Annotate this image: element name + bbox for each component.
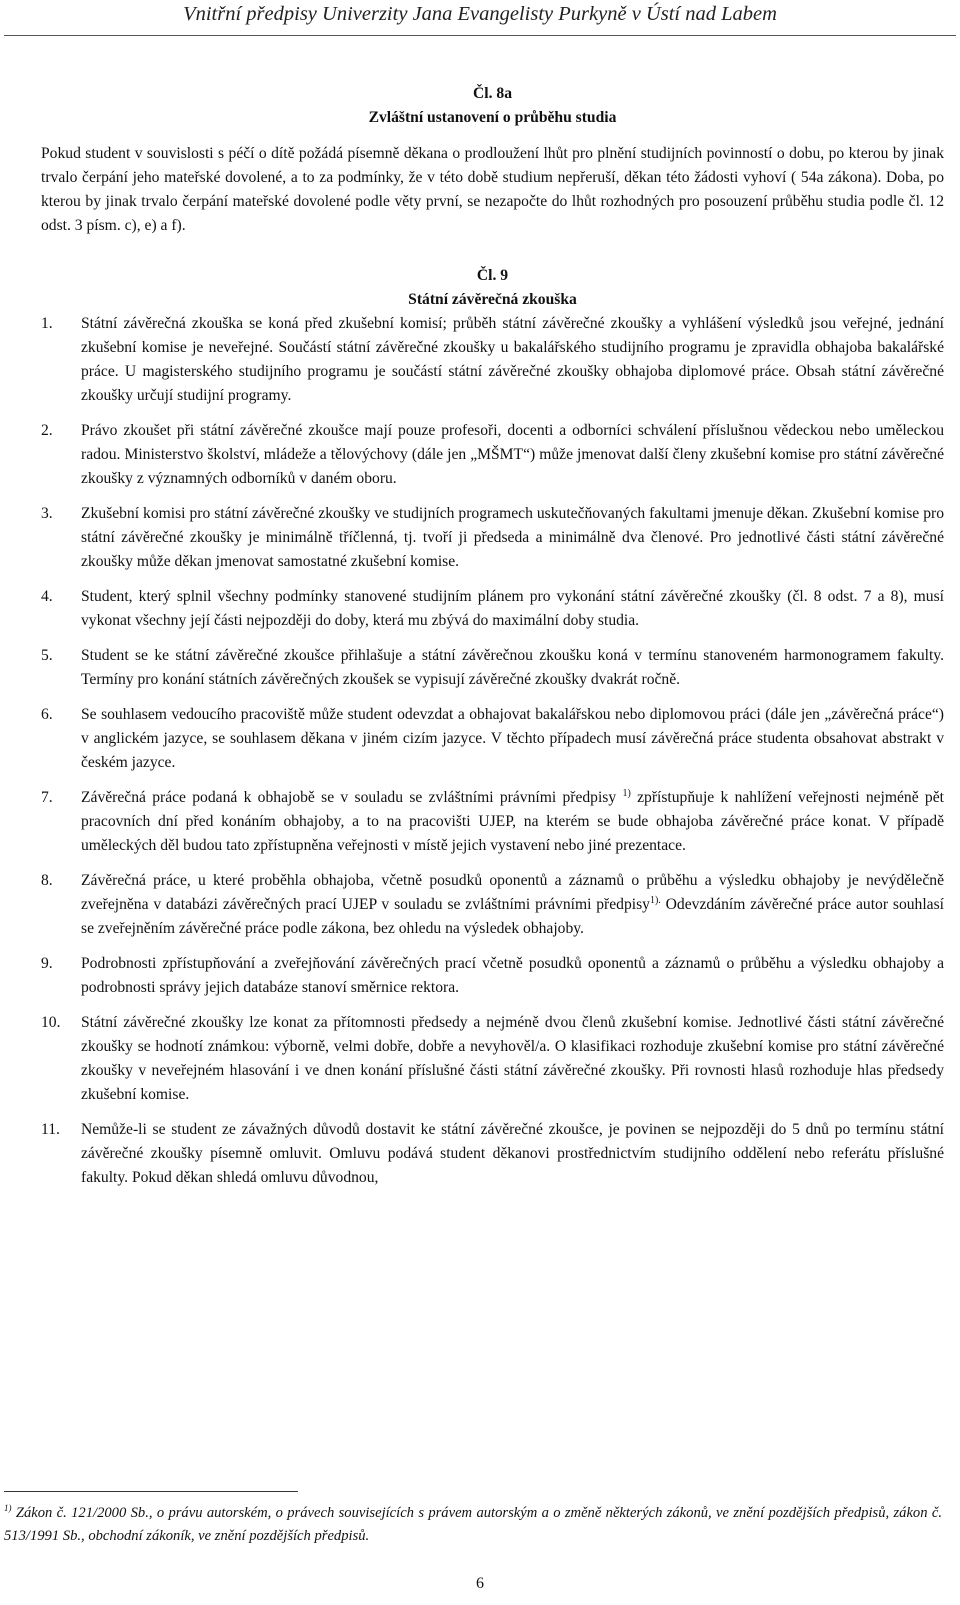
page-content <box>41 82 944 1190</box>
list-item-number: 4. <box>41 588 53 605</box>
footnote-marker: 1) <box>4 1503 12 1514</box>
list-item <box>41 786 944 858</box>
list-item-number: 7. <box>41 789 53 806</box>
list-item-number: 5. <box>41 647 53 664</box>
list-item <box>41 869 944 941</box>
list-item <box>41 419 944 491</box>
list-item <box>41 703 944 775</box>
list-item-text <box>81 872 944 937</box>
article-9-title: Státní závěrečná zkouška <box>408 291 577 308</box>
list-item-text: Student, který splnil všechny podmínky stanovené studijním plánem pro vykonání státní závěrečné zkoušky (čl. 8 odst. 7 a 8), musí vykonat všechny její části nejpozději do doby, která mu zbývá do maximální doby studia. <box>81 588 944 629</box>
list-item <box>41 1011 944 1107</box>
list-item-text: Státní závěrečná zkouška se koná před zkušební komisí; průběh státní závěrečné zkoušky a vyhlášení výsledků jsou veřejné, jednání zkušební komise je neveřejné. Součástí státní závěrečné zkoušky u bakalářského studijního programu je zpravidla obhajoba bakalářské práce. U magisterského studijního programu je součástí státní závěrečné zkoušky obhajoba diplomové práce. Obsah státní závěrečné zkoušky určují studijní programy. <box>81 315 944 404</box>
list-item-text: Nemůže-li se student ze závažných důvodů dostavit ke státní závěrečné zkoušce, je povinen se nejpozději do 5 dnů po termínu státní závěrečné zkoušky písemně omluvit. Omluvu podává student děkanovi prostřednictvím studijního oddělení nebo referátu příslušné fakulty. Pokud děkan shledá omluvu důvodnou, <box>81 1121 944 1186</box>
list-item <box>41 312 944 408</box>
footnote-reference: 1). <box>649 894 661 906</box>
footnote-rule <box>4 1491 298 1492</box>
list-item <box>41 952 944 1000</box>
list-item-text: Se souhlasem vedoucího pracoviště může student odevzdat a obhajovat bakalářskou nebo diplomovou práci (dále jen „závěrečná práce“) v anglickém jazyce, se souhlasem děkana v jiném cizím jazyce. V těchto případech musí závěrečná práce studenta obsahovat abstrakt v českém jazyce. <box>81 706 944 771</box>
list-item <box>41 585 944 633</box>
list-item <box>41 1118 944 1190</box>
list-item-text: Podrobnosti zpřístupňování a zveřejňování závěrečných prací včetně posudků oponentů a záznamů o průběhu a výsledku obhajoby a podrobnosti správy jejich databáze stanoví směrnice rektora. <box>81 955 944 996</box>
list-item-number: 9. <box>41 955 53 972</box>
document-header: Vnitřní předpisy Univerzity Jana Evangelisty Purkyně v Ústí nad Labem <box>183 3 777 25</box>
list-item-text <box>81 789 944 854</box>
header-rule <box>4 35 956 36</box>
list-item-text: Student se ke státní závěrečné zkoušce přihlašuje a státní závěrečnou zkoušku koná v termínu stanoveném harmonogramem fakulty. Termíny pro konání státních závěrečných zkoušek se vypisují závěrečné zkoušky dvakrát ročně. <box>81 647 944 688</box>
list-item <box>41 644 944 692</box>
article-8a-title: Zvláštní ustanovení o průběhu studia <box>368 109 617 126</box>
page-number: 6 <box>476 1575 484 1592</box>
article-8a-number: Čl. 8a <box>473 85 512 102</box>
article-8a-paragraph: Pokud student v souvislosti s péčí o dítě požádá písemně děkana o prodloužení lhůt pro plnění studijních povinností o dobu, po kterou by jinak trvalo čerpání jeho mateřské dovolené, a to za podmínky, že v této době studium nepřeruší, děkan této žádosti vyhoví ( 54a zákona). Doba, po kterou by jinak trvalo čerpání mateřské dovolené podle věty první, se nezapočte do lhůt rozhodných pro posouzení průběhu studia podle čl. 12 odst. 3 písm. c), e) a f). <box>41 145 944 234</box>
list-item-number: 2. <box>41 422 53 439</box>
list-item-number: 1. <box>41 315 53 332</box>
footnote-text: Zákon č. 121/2000 Sb., o právu autorském, o právech souvisejících s právem autorským a o změně některých zákonů, ve znění pozdějších předpisů, zákon č. 513/1991 Sb., obchodní zákoník, ve znění pozdějších předpisů. <box>4 1505 942 1544</box>
list-item-text: Zkušební komisi pro státní závěrečné zkoušky ve studijních programech uskutečňovaných fakultami jmenuje děkan. Zkušební komise pro státní závěrečné zkoušky je minimálně tříčlenná, tj. tvoří ji předseda a minimálně dva členové. Pro jednotlivé části státní závěrečné zkoušky může děkan jmenovat samostatné zkušební komise. <box>81 505 944 570</box>
list-item-number: 6. <box>41 706 53 723</box>
list-item-text-part: Závěrečná práce podaná k obhajobě se v souladu se zvláštními právními předpisy <box>81 789 623 806</box>
list-item-number: 8. <box>41 872 53 889</box>
list-item-number: 10. <box>41 1014 61 1031</box>
list-item-number: 11. <box>41 1121 60 1138</box>
list-item-text-part: Závěrečná práce, u které proběhla obhajoba, včetně posudků oponentů a záznamů o průběhu a výsledku obhajoby je nevýdělečně zveřejněna v databázi závěrečných prací UJEP v souladu se zvláštními právními předpisy <box>81 872 944 913</box>
article-9-number: Čl. 9 <box>476 267 509 284</box>
list-item-text-part: zpřístupňuje k nahlížení veřejnosti nejméně pět pracovních dní před konáním obhajoby, a to na pracovišti UJEP, na kterém se bude obhajoba závěrečné práce konat. V případě uměleckých děl budou tato zpřístupněna veřejnosti v místě jejich vystavení nebo jiné prezentace. <box>81 789 944 854</box>
list-item <box>41 502 944 574</box>
article-9-list <box>41 312 944 1190</box>
footnote-reference: 1) <box>622 787 631 799</box>
list-item-text-part: Odevzdáním závěrečné práce autor souhlasí se zveřejněním závěrečné práce podle zákona, bez ohledu na výsledek obhajoby. <box>81 896 944 937</box>
list-item-text: Právo zkoušet při státní závěrečné zkoušce mají pouze profesoři, docenti a odborníci schválení příslušnou vědeckou nebo uměleckou radou. Ministerstvo školství, mládeže a tělovýchovy (dále jen „MŠMT“) může jmenovat další členy zkušební komise pro státní závěrečné zkoušky z významných odborníků v daném oboru. <box>81 422 944 487</box>
list-item-number: 3. <box>41 505 53 522</box>
footnote <box>4 1502 942 1548</box>
list-item-text: Státní závěrečné zkoušky lze konat za přítomnosti předsedy a nejméně dvou členů zkušební komise. Jednotlivé části státní závěrečné zkoušky se hodnotí známkou: výborně, velmi dobře, dobře a nevyhověl/a. O klasifikaci rozhoduje zkušební komise pro státní závěrečné zkoušky v neveřejném hlasování i ve dnen konání příslušné části státní závěrečné zkoušky. Při rovnosti hlasů rozhoduje hlas předsedy zkušební komise. <box>81 1014 944 1103</box>
